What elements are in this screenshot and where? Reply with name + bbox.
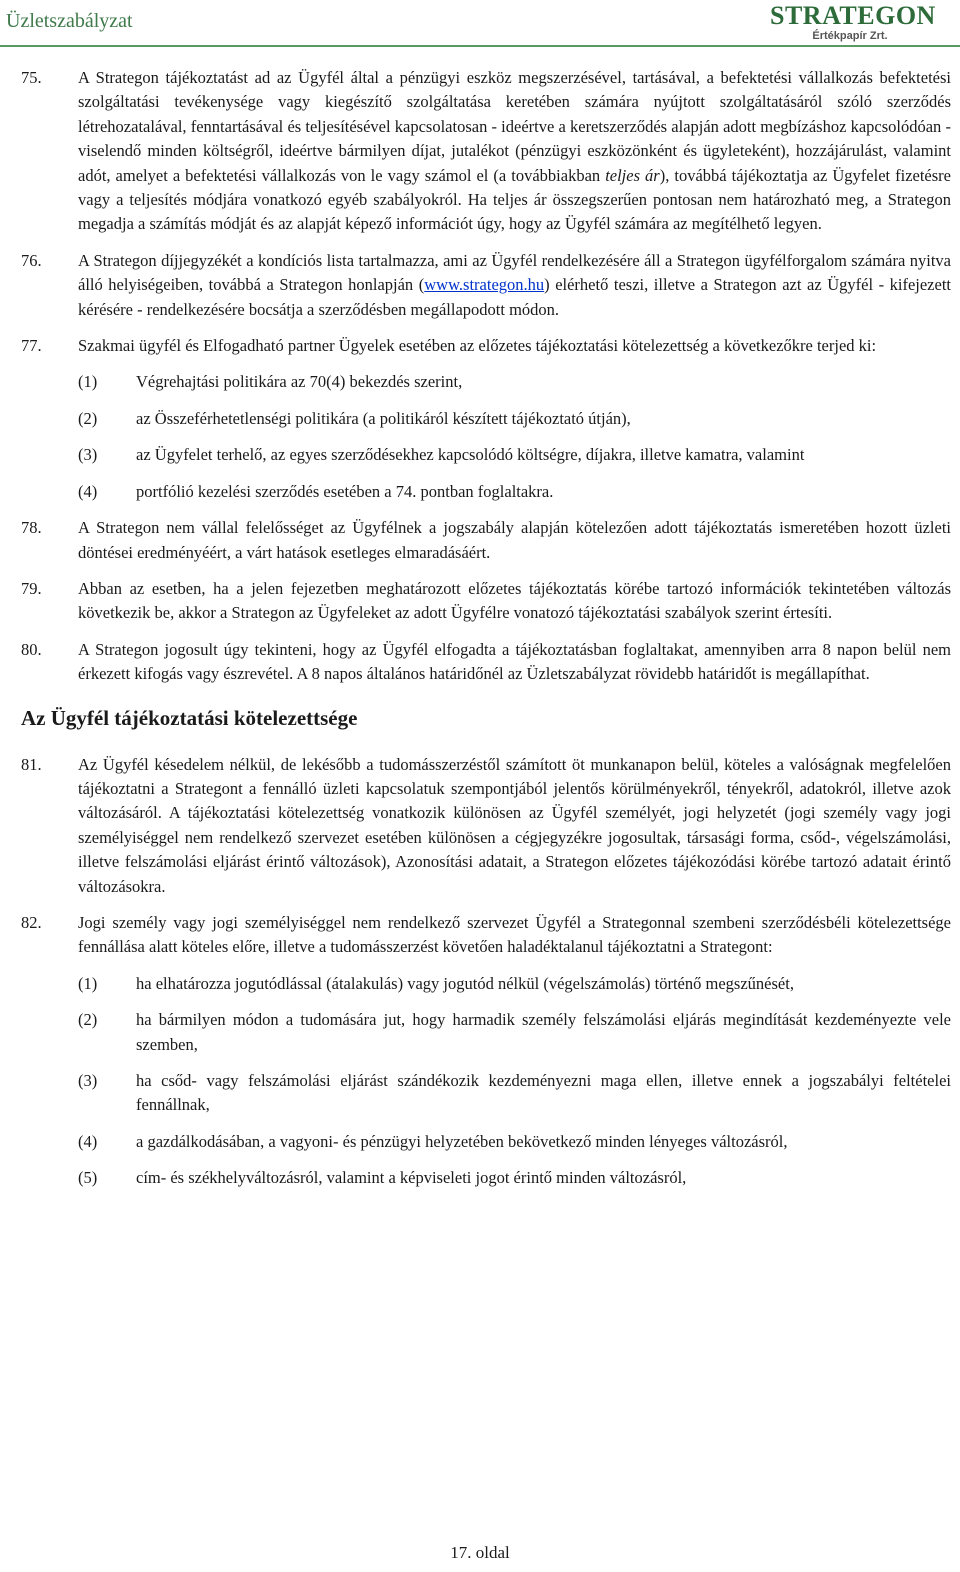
paragraph-76 xyxy=(21,249,951,322)
list-item xyxy=(21,972,951,996)
list-item-number: (2) xyxy=(78,408,98,428)
logo-name: STRATEGON xyxy=(770,1,936,30)
paragraph-text: Az Ügyfél késedelem nélkül, de lekésőbb a tudomásszerzéstől számított öt munkanapon belül, köteles a valóságnak megfelelően tájékoztatni a Strategont a fennálló üzleti kapcsolatuk szempontjából jelentős körülményekről, tényekről, adatokról, illetve azok változásáról. A tájékoztatási kötelezettség vonatkozik különösen az Ügyfél személyét, jogi helyzetét (jogi személy vagy jogi személyiséggel nem rendelkező szervezet esetében különösen a cégjegyzékre jogosultak, társasági forma, csőd-, végelszámolási, illetve felszámolási eljárást érintő változások), Azonosítási adatait, a Strategon előzetes tájékozódási körébe tartozó adatait érintő változásokra. xyxy=(78,754,951,896)
list-item-number: (1) xyxy=(78,372,98,392)
paragraph-number: 79. xyxy=(21,578,42,598)
paragraph-number: 80. xyxy=(21,639,42,659)
list-item-number: (3) xyxy=(78,1071,98,1090)
defined-term: teljes ár xyxy=(605,165,660,185)
list-item xyxy=(21,480,951,504)
list-item-text: portfólió kezelési szerződés esetében a 74. pontban foglaltakra. xyxy=(136,481,554,501)
website-link[interactable]: www.strategon.hu xyxy=(424,275,545,295)
paragraph-text: A Strategon nem vállal felelősséget az Ügyfélnek a jogszabály alapján kötelezően adott tájékoztatás ismeretében hozott üzleti döntései eredményéért, a várt hatások esetleges elmaradásáért. xyxy=(78,518,951,562)
list-item-number: (3) xyxy=(78,445,98,465)
list-item xyxy=(21,1069,951,1118)
list-item xyxy=(21,1166,951,1190)
list-item xyxy=(21,407,951,431)
paragraph-78 xyxy=(21,516,951,565)
paragraph-text: Abban az esetben, ha a jelen fejezetben meghatározott előzetes tájékoztatás körébe tartozó információk tekintetében változás következik be, akkor a Strategon az Ügyfeleket az adott Ügyfélre vonatozó tájékoztatási szabályok szerint értesíti. xyxy=(78,578,951,623)
section-heading: Az Ügyfél tájékoztatási kötelezettsége xyxy=(21,705,358,730)
page-header xyxy=(0,0,960,44)
list-item-text: a gazdálkodásában, a vagyoni- és pénzügyi helyzetében bekövetkező minden lényeges változásról, xyxy=(136,1131,788,1151)
paragraph-79 xyxy=(21,577,951,626)
list-item-text: az Ügyfelet terhelő, az egyes szerződésekhez kapcsolódó költségre, díjakra, illetve kamatra, valamint xyxy=(136,445,805,465)
paragraph-number: 77. xyxy=(21,336,42,356)
list-item-text: ha elhatározza jogutódlással (átalakulás) vagy jogutód nélkül (végelszámolás) történő megszűnését, xyxy=(136,973,794,993)
document-title: Üzletszabályzat xyxy=(6,10,133,32)
list-item xyxy=(21,443,951,467)
paragraph-80 xyxy=(21,638,951,687)
page-number: 17. oldal xyxy=(450,1543,510,1562)
list-item xyxy=(21,1130,951,1154)
logo-subtitle: Értékpapír Zrt. xyxy=(812,30,888,42)
paragraph-text: ), továbbá tájékoztatja az Ügyfelet fizetésre vagy a teljesítés módjára vonatkozó egyéb szabályokról. Ha teljes ár összegszerűen pontosan nem határozható meg, a Strategon megadja a számítás módját és az alapját képező információt úgy, hogy az Ügyfél számára az megítélhető legyen. xyxy=(78,165,951,234)
paragraph-text: Jogi személy vagy jogi személyiséggel nem rendelkező szervezet Ügyfél a Strategonnal szembeni szerződésbéli kötelezettsége fennállása alatt köteles előre, illetve a tudomásszerzést követően haladéktalanul tájékoztatni a Strategont: xyxy=(78,912,951,957)
list-item-text: ha csőd- vagy felszámolási eljárást szándékozik kezdeményezni maga ellen, illetve ennek a jogszabályi feltételei fennállnak, xyxy=(136,1071,951,1115)
list-item-text: ha bármilyen módon a tudomására jut, hogy harmadik személy felszámolási eljárás megindítását kezdeményezte vele szemben, xyxy=(136,1010,951,1054)
paragraph-77 xyxy=(21,334,951,358)
list-item xyxy=(21,370,951,394)
paragraph-text: A Strategon tájékoztatást ad az Ügyfél által a pénzügyi eszköz megszerzésével, tartásával, a befektetési vállalkozás befektetési szolgáltatási tevékenysége vagy kiegészítő szolgáltatása keretében számára nyújtott szolgáltatásáról szóló szerződés létrehozatalával, fenntartásával és teljesítésével kapcsolatosan - ideértve a keretszerződés alapján adott megbízáshoz kapcsolódóan - viselendő minden költségről, ideértve bármilyen díjat, jutalékot (pénzügyi eszközönként és ügyleteként), hozzájárulást, valamint adót, amelyet a befektetési vállalkozás von le vagy számol el (a továbbiakban xyxy=(78,68,951,185)
list-item-number: (4) xyxy=(78,1131,98,1151)
list-item-number: (5) xyxy=(78,1168,98,1188)
paragraph-text: A Strategon díjjegyzékét a kondíciós lista tartalmazza, ami az Ügyfél rendelkezésére áll a Strategon ügyfélforgalom számára nyitva álló helyiségeiben, továbbá a Strategon honlapján ( xyxy=(78,250,951,295)
list-item xyxy=(21,1008,951,1057)
paragraph-number: 78. xyxy=(21,518,42,538)
paragraph-text: A Strategon jogosult úgy tekinteni, hogy az Ügyfél elfogadta a tájékoztatásban foglaltakat, amennyiben arra 8 napon belül nem érkezett kifogás vagy észrevétel. A 8 napos általános határidőnél az Üzletszabályzat rövidebb határidőt is megállapíthat. xyxy=(78,639,951,684)
list-item-number: (1) xyxy=(78,973,98,993)
paragraph-number: 76. xyxy=(21,250,42,270)
list-item-text: cím- és székhelyváltozásról, valamint a képviseleti jogot érintő minden változásról, xyxy=(136,1168,687,1188)
paragraph-text: Szakmai ügyfél és Elfogadható partner Ügyelek esetében az előzetes tájékoztatási kötelezettség a következőkre terjed ki: xyxy=(78,336,877,356)
paragraph-text: ) elérhető teszi, illetve a Strategon azt az Ügyfél - kifejezett kérésére - rendelkezésére bocsátja a szerződésben megállapodott módon. xyxy=(78,275,951,319)
paragraph-number: 82. xyxy=(21,912,42,932)
header-divider xyxy=(0,45,960,47)
paragraph-75 xyxy=(21,66,951,237)
paragraph-82 xyxy=(21,911,951,960)
paragraph-number: 81. xyxy=(21,754,42,774)
strategon-logo xyxy=(770,1,936,44)
paragraph-81 xyxy=(21,753,951,899)
list-item-number: (4) xyxy=(78,481,98,501)
list-item-number: (2) xyxy=(78,1010,98,1030)
list-item-text: Végrehajtási politikára az 70(4) bekezdés szerint, xyxy=(136,372,463,392)
document-body xyxy=(21,66,951,1203)
paragraph-number: 75. xyxy=(21,68,42,87)
list-item-text: az Összeférhetetlenségi politikára (a politikáról készített tájékoztató útján), xyxy=(136,408,631,428)
